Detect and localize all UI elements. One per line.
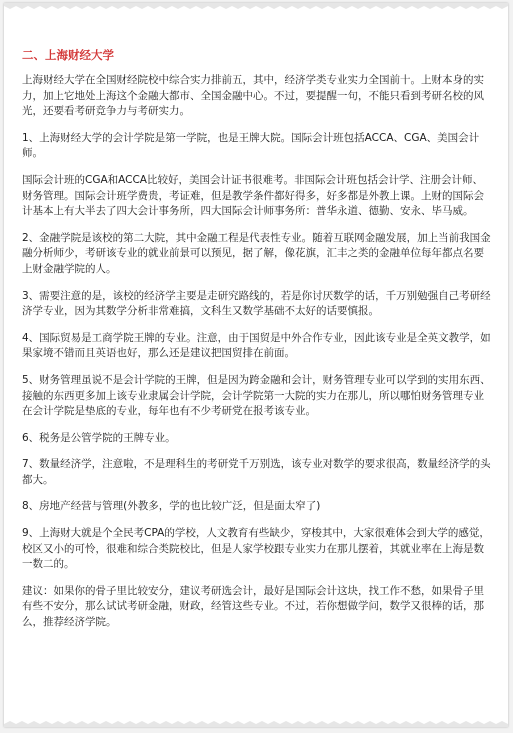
intro-paragraph: 上海财经大学在全国财经院校中综合实力排前五，其中，经济学类专业实力全国前十。上财本身的实力，加上它地处上海这个金融大都市、全国金融中心。不过，要提醒一句，不能只看到考研名校的风光，还要看考研竞争力与考研实力。: [22, 74, 484, 118]
article-card: [4, 3, 508, 727]
point-4-paragraph: 4、国际贸易是工商学院王牌的专业。注意，由于国贸是中外合作专业，因此该专业是全英文教学，如果家境不错而且英语也好，那么还是建议把国贸排在前面。: [22, 331, 491, 360]
point-6-paragraph: 6、税务是公管学院的王牌专业。: [22, 431, 176, 444]
point-5-paragraph: 5、财务管理虽说不是会计学院的王牌，但是因为跨金融和会计，财务管理专业可以学到的实用东西、接触的东西更多加上该专业隶属会计学院，会计学院第一大院的实力在那儿，所以哪怕财务管理专业在会计学院是垫底的专业，每年也有不少考研党在报考该专业。: [22, 373, 491, 418]
point-3-paragraph: 3、需要注意的是，该校的经济学主要是走研究路线的，若是你讨厌数学的话，千万别勉强自己考研经济学专业，因为其数学分析非常难搞，文科生又数学基础不太好的话要慎报。: [22, 289, 491, 318]
torn-edge-top: [4, 3, 508, 10]
section-heading: 二、上海财经大学: [22, 48, 114, 62]
international-accounting-paragraph: 国际会计班的CGA和ACCA比较好，美国会计证书很难考。非国际会计班包括会计学、注册会计师、财务管理。国际会计班学费贵，考证难，但是教学条件都好得多，好多都是外教上课。上财的国际会计基本上有大半去了四大会计事务所，四大国际会计师事务所：普华永道、德勤、安永、毕马威。: [22, 173, 484, 218]
point-7-paragraph: 7、数量经济学，注意啦，不是理科生的考研党千万别选，该专业对数学的要求很高，数量经济学的头都大。: [22, 458, 491, 486]
point-1-paragraph: 1、上海财经大学的会计学院是第一学院，也是王牌大院。国际会计班包括ACCA、CGA、美国会计师。: [22, 131, 480, 160]
torn-edge-bottom: [4, 720, 508, 727]
point-2-paragraph: 2、金融学院是该校的第二大院，其中金融工程是代表性专业。随着互联网金融发展，加上当前我国金融分析师少，考研该专业的就业前景可以预见，据了解，像花旗，汇丰之类的金融单位每年都点名要上财金融学院的人。: [22, 231, 491, 275]
point-9-paragraph: 9、上海财大就是个全民考CPA的学校，人文教育有些缺少，穿梭其中，大家很难体会到大学的感觉，校区又小的可怜，很难和综合类院校比，但是人家学校跟专业实力在那儿摆着，其就业率在上海是数一数二的。: [22, 527, 490, 571]
article-body: [22, 47, 492, 642]
point-8-paragraph: 8、房地产经营与管理(外教多，学的也比较广泛，但是面太窄了): [22, 500, 321, 513]
advice-paragraph: 建议：如果你的骨子里比较安分，建议考研选会计，最好是国际会计这块，找工作不愁，如果骨子里有些不安分，那么试试考研金融，财政，经管这些专业。不过，若你想做学问，数学又很棒的话，那么，推荐经济学院。: [22, 584, 484, 629]
